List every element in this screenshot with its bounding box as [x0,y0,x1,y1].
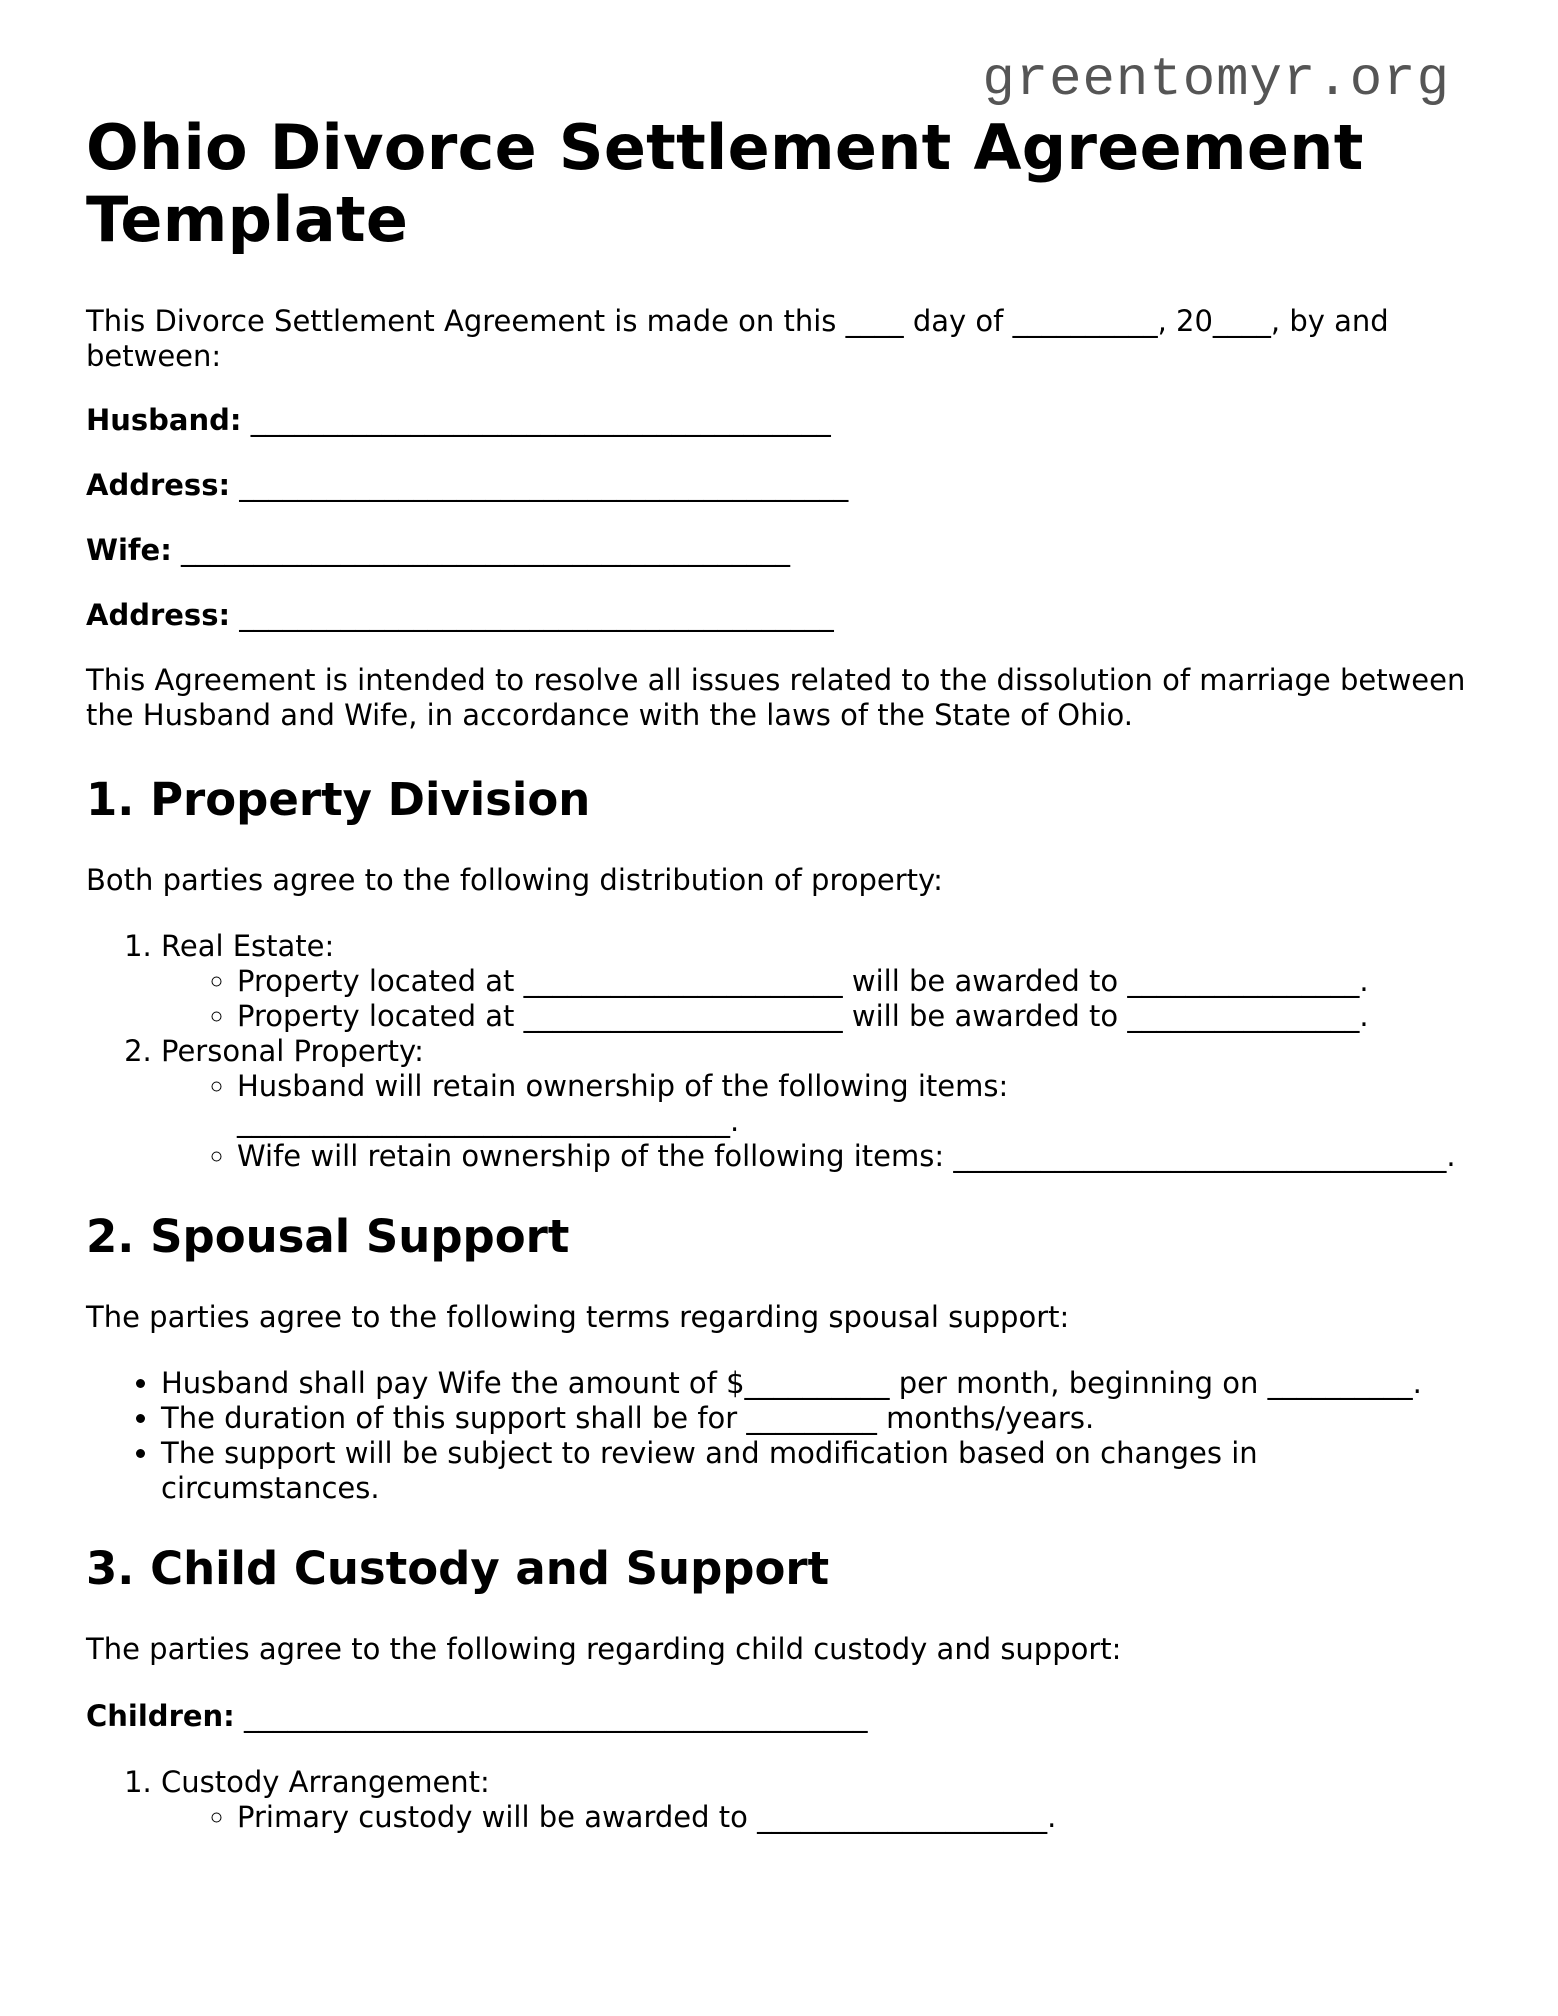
children-field [86,1699,1476,1734]
purpose-paragraph: This Agreement is intended to resolve all issues related to the dissolution of marriage between the Husband and Wife, in accordance with the laws of the State of Ohio. [86,663,1466,732]
list-item [161,929,1476,1034]
husband-field [86,403,1476,438]
list-item: • The duration of this support shall be for _________ months/years. [161,1401,1476,1436]
custody-list [86,1765,1476,1835]
husband-blank: ________________________________________ [250,403,831,437]
property-lead: Both parties agree to the following distribution of property: [86,863,943,897]
property-list [86,929,1476,1174]
list-item: • The support will be subject to review and modification based on changes in circumstances. [161,1436,1476,1506]
husband-address-field [86,468,1476,503]
wife-address-blank: _________________________________________ [239,598,834,632]
wife-field [86,533,1476,568]
list-item: ◦ Property located at ______________________ will be awarded to ________________. [237,964,1476,999]
list-item: ◦ Primary custody will be awarded to ____________________. [237,1800,1476,1835]
children-blank: ___________________________________________ [244,1699,868,1733]
list-item: ◦ Husband will retain ownership of the following items: __________________________________. [237,1069,1476,1139]
list-item [161,1765,1476,1835]
list-item: ◦ Property located at ______________________ will be awarded to ________________. [237,999,1476,1034]
husband-label: Husband: [86,403,242,437]
personal-property-sublist [161,1069,1476,1174]
section-heading-spousal: 2. Spousal Support [86,1210,570,1263]
wife-address-field [86,598,1476,633]
document-title: Ohio Divorce Settlement Agreement Template [86,111,1364,256]
section-heading-property: 1. Property Division [86,773,591,826]
real-estate-sublist [161,964,1476,1034]
list-item: • Husband shall pay Wife the amount of $__________ per month, beginning on __________. [161,1366,1476,1401]
document-page [86,112,1476,1835]
custody-label: Custody Arrangement: [161,1765,490,1799]
watermark: greentomyr.org [982,50,1450,111]
child-lead: The parties agree to the following regarding child custody and support: [86,1632,1122,1666]
spousal-list [86,1366,1476,1506]
wife-label: Wife: [86,533,172,567]
husband-address-blank: __________________________________________ [239,468,849,502]
real-estate-label: Real Estate: [161,929,335,963]
husband-address-label: Address: [86,468,231,502]
wife-blank: __________________________________________ [181,533,791,567]
spousal-lead: The parties agree to the following terms regarding spousal support: [86,1300,1070,1334]
custody-sublist [161,1800,1476,1835]
section-heading-child: 3. Child Custody and Support [86,1542,830,1595]
wife-address-label: Address: [86,598,231,632]
personal-property-label: Personal Property: [161,1034,424,1068]
intro-paragraph: This Divorce Settlement Agreement is made on this ____ day of __________, 20____, by and between: [86,304,1389,373]
list-item: ◦ Wife will retain ownership of the following items: __________________________________. [237,1139,1476,1174]
list-item [161,1034,1476,1174]
children-label: Children: [86,1699,235,1733]
